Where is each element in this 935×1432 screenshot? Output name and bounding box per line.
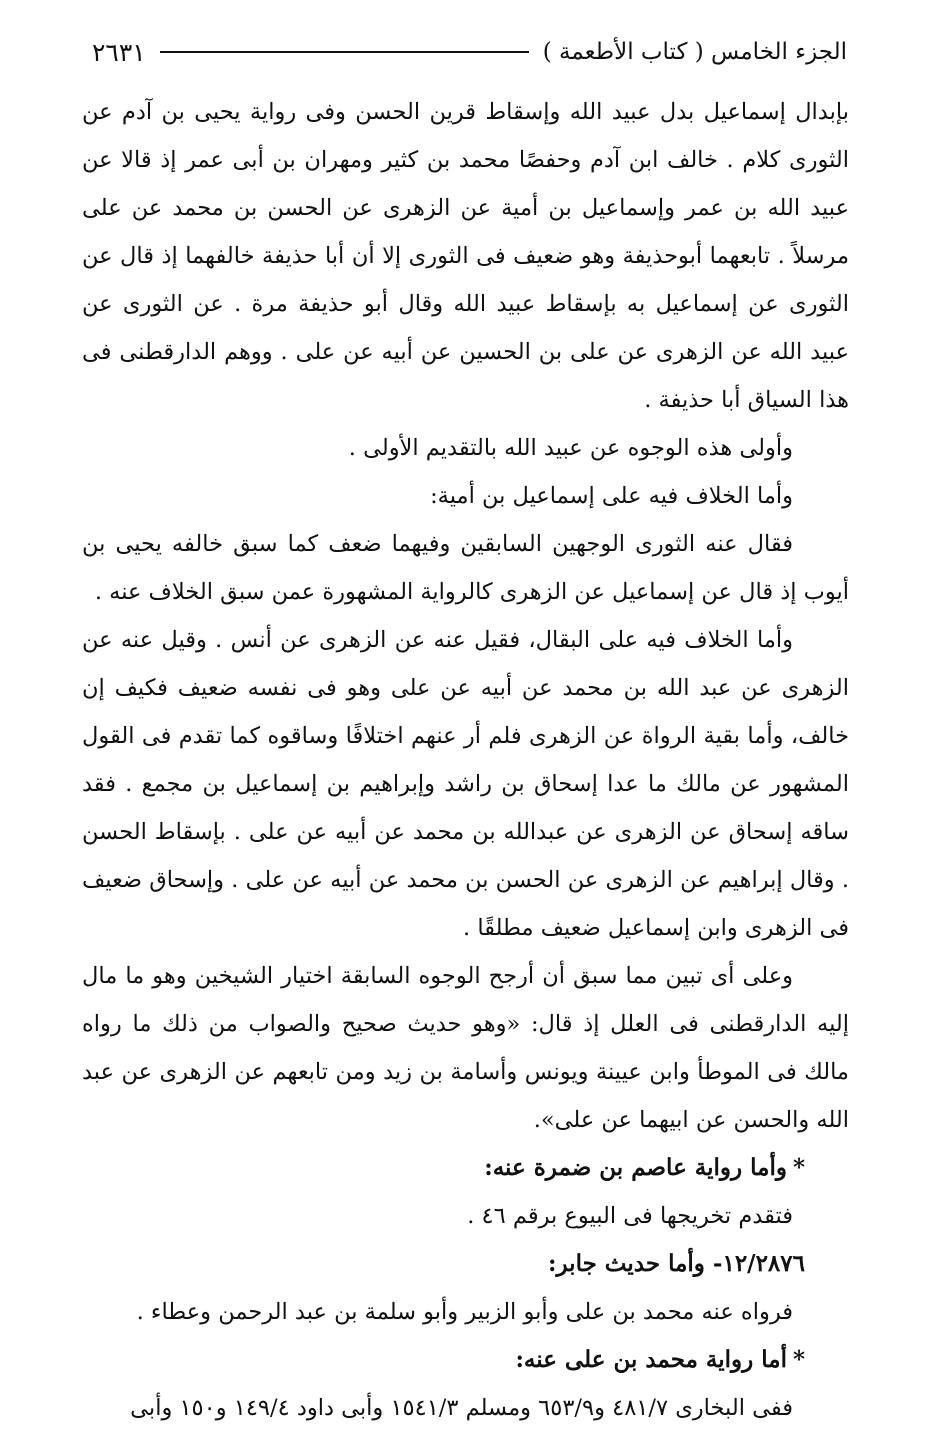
heading-text: ١٢/٢٨٧٦- وأما حديث جابر: [547,1250,805,1277]
paragraph: وعلى أى تبين مما سبق أن أرجح الوجوه السابقة اختيار الشيخين وهو ما مال إليه الدارقطنى فى العلل إذ قال: «وهو حديث صحيح والصواب من ذلك ما رواه مالك فى الموطأ وابن عيينة ويونس وأسامة بن زيد ومن تابعهم عن الزهرى عن عبد الله والحسن عن ابيهما عن على». [82,963,849,1133]
running-title: الجزء الخامس ( كتاب الأطعمة ) [542,39,847,65]
heading-text: أما رواية محمد بن على عنه: [515,1346,787,1373]
paragraph: وأما الخلاف فيه على البقال، فقيل عنه عن الزهرى عن أنس . وقيل عنه عن الزهرى عن عبد الله بن محمد عن أبيه عن على وهو فى نفسه ضعيف فكيف إن خالف، وأما بقية الرواة عن الزهرى فلم أر عنهم اختلافًا وساقوه كما تقدم فى القول المشهور عن مالك ما عدا إسحاق بن راشد وإبراهيم بن إسماعيل بن مجمع . فقد ساقه إسحاق عن الزهرى عن عبدالله بن محمد عن أبيه عن على . بإسقاط الحسن . وقال إبراهيم عن الزهرى عن الحسن بن محمد عن أبيه عن على . وإسحاق ضعيف فى الزهرى وابن إسماعيل ضعيف مطلقًا . [82,627,849,941]
paragraph: فتقدم تخريجها فى البيوع برقم ٤٦ . [467,1203,793,1229]
paragraph: وأما الخلاف فيه على إسماعيل بن أمية: [430,483,793,509]
page-number: ٢٦٣١ [92,37,146,67]
paragraph: فقال عنه الثورى الوجهين السابقين وفيهما ضعف كما سبق خالفه يحيى بن أيوب إذ قال عن إسماعيل عن الزهرى كالرواية المشهورة عمن سبق الخلاف عنه . [82,531,849,605]
page-header [92,34,847,70]
section-heading [82,1144,849,1192]
paragraph: بإبدال إسماعيل بدل عبيد الله وإسقاط قرين الحسن وفى رواية يحيى بن آدم عن الثورى كلام . خالف ابن آدم وحفصًا محمد بن كثير ومهران بن أبى عمر إذ قالا عن عبيد الله بن عمر وإسماعيل بن أمية عن الزهرى عن الحسن بن محمد عن على مرسلاً . تابعهما أبوحذيفة وهو ضعيف فى الثورى إلا أن أبا حذيفة خالفهما إذ قال عن الثورى عن إسماعيل به بإسقاط عبيد الله وقال أبو حذيفة مرة . عن الثورى عن عبيد الله عن الزهرى عن على بن الحسين عن أبيه عن على . ووهم الدارقطنى فى هذا السياق أبا حذيفة . [82,99,849,413]
paragraph: وأولى هذه الوجوه عن عبيد الله بالتقديم الأولى . [348,435,793,461]
section-heading [82,1240,849,1288]
paragraph: فرواه عنه محمد بن على وأبو الزبير وأبو سلمة بن عبد الرحمن وعطاء . [136,1299,793,1325]
heading-text: وأما رواية عاصم بن ضمرة عنه: [484,1154,787,1181]
star-marker: * [792,1346,805,1373]
paragraph: ففى البخارى ٤٨١/٧ و٦٥٣/٩ ومسلم ١٥٤١/٣ وأبى داود ١٤٩/٤ و١٥٠ وأبى [130,1395,793,1421]
header-rule [160,51,529,53]
page-body [82,88,849,1432]
section-heading [82,1336,849,1384]
star-marker: * [792,1154,805,1181]
